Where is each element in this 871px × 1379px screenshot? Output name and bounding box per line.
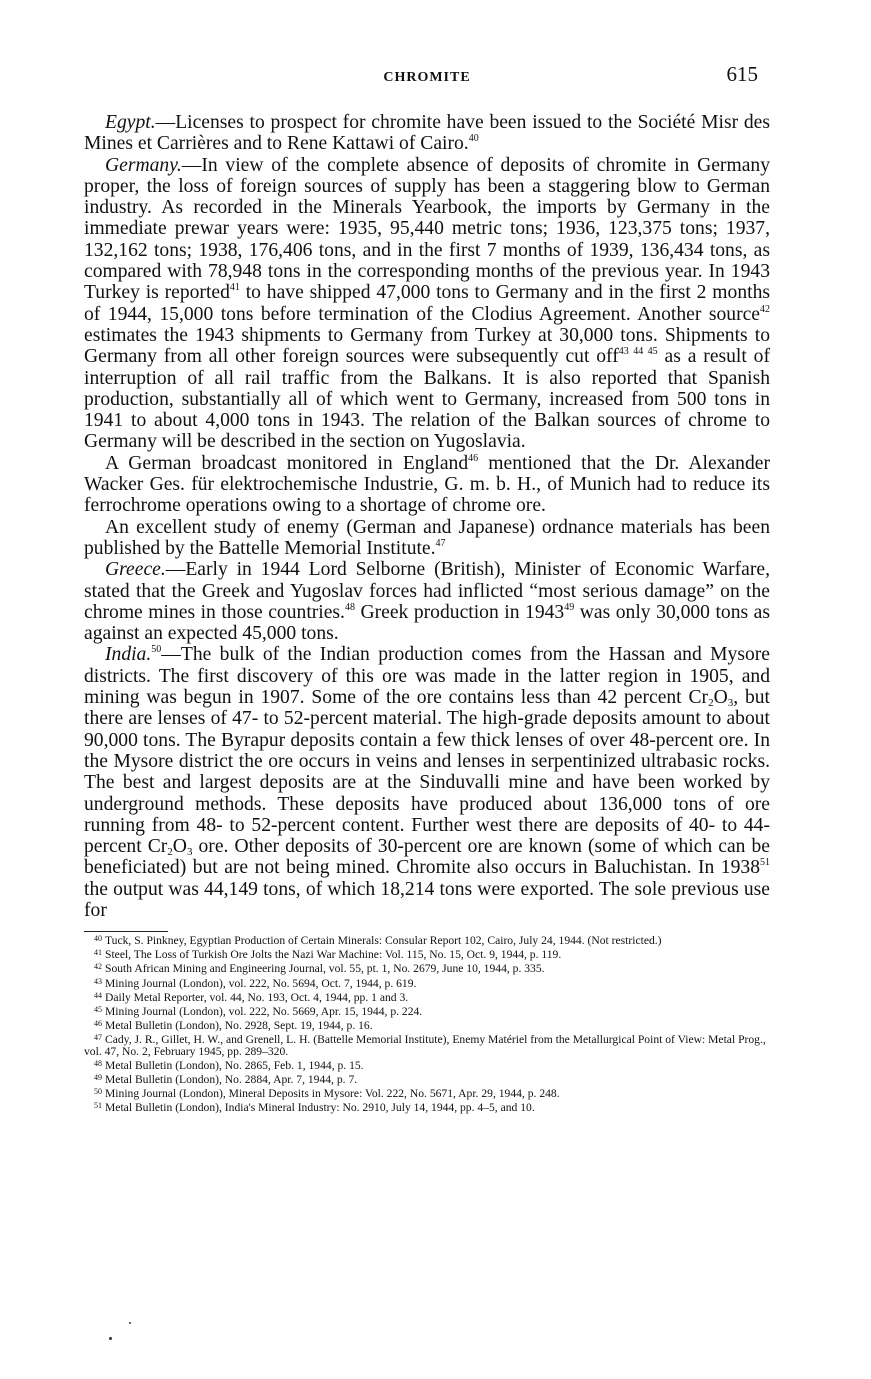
footnote-text: Cady, J. R., Gillet, H. W., and Grenell, L. H. (Battelle Memorial Institute), Enemy Matériel from the Metallurgical Point of View: Metal Prog., vol. 47, No. 2, February 1945, pp. 289–320. (84, 1032, 766, 1059)
subscript: 3 (727, 697, 734, 710)
footnote-41 (84, 947, 770, 961)
section-head-greece: Greece. (105, 559, 166, 581)
footnote-number: 47 (94, 1032, 102, 1042)
section-head-germany: Germany. (105, 154, 182, 176)
footnote-ref: 48 (344, 601, 355, 613)
footnote-ref: 46 (468, 452, 479, 464)
subscript: 3 (186, 846, 193, 859)
footnote-ref: 47 (435, 537, 446, 549)
footnote-text: Mining Journal (London), Mineral Deposits in Mysore: Vol. 222, No. 5671, Apr. 29, 1944, p. 248. (105, 1087, 560, 1101)
footnote-ref: 42 (760, 303, 770, 315)
footnote-ref: 40 (468, 133, 479, 145)
formula-text: O (713, 687, 728, 709)
footnote-50 (84, 1086, 770, 1100)
section-head-india: India. (105, 644, 152, 666)
scan-speck (109, 1337, 112, 1340)
footnote-text: Metal Bulletin (London), No. 2884, Apr. 7, 1944, p. 7. (105, 1073, 358, 1087)
paragraph-germany (84, 155, 770, 453)
footnote-text: Mining Journal (London), vol. 222, No. 5694, Oct. 7, 1944, p. 619. (105, 976, 417, 990)
footnote-number: 45 (94, 1004, 102, 1014)
footnotes (84, 933, 770, 1114)
footnote-42 (84, 961, 770, 975)
subscript: 2 (708, 697, 714, 710)
paragraph-text: mentioned that the Dr. Alexander Wacker Ges. für elektrochemische Industrie, G. m. b. H., of Munich had to reduce its ferrochrome operations owing to a shortage of chrome ore. (84, 452, 770, 517)
footnote-ref: 43 44 45 (618, 346, 658, 358)
footnote-46 (84, 1018, 770, 1032)
footnote-number: 48 (94, 1059, 102, 1069)
paragraph-india (84, 644, 770, 921)
footnote-49 (84, 1072, 770, 1086)
section-head-egypt: Egypt. (105, 112, 156, 133)
paragraph-text: —In view of the complete absence of deposits of chromite in Germany proper, the loss of foreign sources of supply has been a staggering blow to German industry. As recorded in the Minerals Yearbook, the imports by Germany in the immediate prewar years were: 1935, 95,440 metric tons; 1936, 123,375 tons; 1937, 132,162 tons; 1938, 176,406 tons, and in the first 7 months of 1939, 136,434 tons, as compared with 78,948 tons in the corresponding months of the previous year. In 1943 Turkey is reported (84, 154, 770, 304)
paragraph-text: as a result of interruption of all rail traffic from the Balkans. It is also reported that Spanish production, substantially all of which went to Germany, increased from 500 tons in 1941 to about 4,000 tons in 1943. The relation of the Balkan sources of chrome to Germany will be described in the section on Yugoslavia. (84, 346, 771, 453)
running-title: CHROMITE (383, 70, 471, 85)
paragraph-text: —Licenses to prospect for chromite have been issued to the Société Misr des Mines et Carrières and to Rene Kattawi of Cairo. (84, 112, 770, 155)
footnote-ref: 41 (229, 282, 240, 294)
paragraph-broadcast (84, 453, 770, 517)
footnote-number: 46 (94, 1018, 102, 1028)
paragraph-text: to have shipped 47,000 tons to Germany and in the first 2 months of 1944, 15,000 tons before termination of the Clodius Agreement. Another source (84, 282, 770, 325)
footnote-40 (84, 933, 770, 947)
footnote-51 (84, 1100, 770, 1114)
paragraph-text: the output was 44,149 tons, of which 18,214 tons were exported. The sole previous use for (84, 878, 770, 921)
footnote-text: Daily Metal Reporter, vol. 44, No. 193, Oct. 4, 1944, pp. 1 and 3. (105, 990, 409, 1004)
paragraph-battelle (84, 517, 770, 560)
footnote-43 (84, 976, 770, 990)
footnote-number: 50 (94, 1087, 102, 1097)
paragraph-text: estimates the 1943 shipments to Germany from Turkey at 30,000 tons. Shipments to Germany from all other foreign sources were subsequently cut off (84, 324, 770, 368)
footnote-text: Steel, The Loss of Turkish Ore Jolts the Nazi War Machine: Vol. 115, No. 15, Oct. 9, 1944, p. 119. (105, 948, 562, 962)
paragraph-greece (84, 559, 770, 644)
paragraph-egypt (84, 112, 770, 155)
subscript: 2 (167, 846, 173, 859)
footnote-number: 40 (94, 934, 102, 944)
footnote-number: 42 (94, 962, 102, 972)
footnote-47 (84, 1032, 770, 1058)
footnote-text: Mining Journal (London), vol. 222, No. 5669, Apr. 15, 1944, p. 224. (105, 1004, 423, 1018)
footnote-text: Metal Bulletin (London), India's Mineral Industry: No. 2910, July 14, 1944, pp. 4–5, and 10. (105, 1101, 535, 1115)
formula-text: O (172, 836, 187, 858)
footnote-44 (84, 990, 770, 1004)
paragraph-text: An excellent study of enemy (German and Japanese) ordnance materials has been published by the Battelle Memorial Institute. (84, 516, 770, 559)
footnote-number: 44 (94, 990, 102, 1000)
page-number: 615 (726, 62, 758, 86)
footnote-number: 49 (94, 1073, 102, 1083)
footnote-ref: 49 (564, 601, 575, 613)
footnote-ref: 51 (760, 857, 770, 869)
paragraph-text: Greek production in 1943 (354, 601, 565, 623)
footnote-text: Metal Bulletin (London), No. 2865, Feb. 1, 1944, p. 15. (105, 1059, 364, 1073)
footnote-text: South African Mining and Engineering Journal, vol. 55, pt. 1, No. 2679, June 10, 1944, p. 335. (105, 962, 545, 976)
footnote-45 (84, 1004, 770, 1018)
footnote-number: 51 (94, 1101, 102, 1111)
footnote-48 (84, 1058, 770, 1072)
footnote-text: Metal Bulletin (London), No. 2928, Sept. 19, 1944, p. 16. (105, 1018, 373, 1032)
paragraph-text: —Early in 1944 Lord Selborne (British), Minister of Economic Warfare, stated that the Greek and Yugoslav forces had inflicted “most serious damage” on the chrome mines in those countries. (84, 559, 770, 623)
footnote-number: 41 (94, 948, 102, 958)
paragraph-text: A German broadcast monitored in England (105, 452, 469, 474)
page-header (84, 62, 770, 90)
footnote-rule (84, 931, 168, 932)
body-text (84, 112, 770, 921)
scan-speck (129, 1322, 131, 1324)
paragraph-text: , but there are lenses of 47- to 52-percent material. The high-grade deposits amount to about 90,000 tons. The Byrapur deposits contain a few thick lenses of over 48-percent ore. In the Mysore district the ore occurs in veins and lenses in serpentinized ultrabasic rocks. The best and largest deposits are at the Sinduvalli mine and have been worked by underground methods. These deposits have produced about 136,000 tons of ore running from 48- to 52-percent content. Further west there are deposits of 40- to 44-percent Cr (84, 687, 770, 858)
footnote-ref: 50 (151, 644, 162, 656)
paragraph-text: ore. Other deposits of 30-percent ore are known (some of which can be beneficiated) but are not being mined. Chromite also occurs in Baluchistan. In 1938 (84, 836, 770, 879)
footnote-text: Tuck, S. Pinkney, Egyptian Production of Certain Minerals: Consular Report 102, Cairo, July 24, 1944. (Not restricted.) (105, 934, 662, 948)
document-page (84, 62, 770, 1115)
paragraph-text: was only 30,000 tons as against an expected 45,000 tons. (84, 601, 770, 645)
paragraph-text: —The bulk of the Indian production comes from the Hassan and Mysore districts. The first discovery of this ore was made in the latter region in 1905, and mining was begun in 1907. Some of the ore contains less than 42 percent Cr (84, 644, 770, 709)
footnote-number: 43 (94, 976, 102, 986)
